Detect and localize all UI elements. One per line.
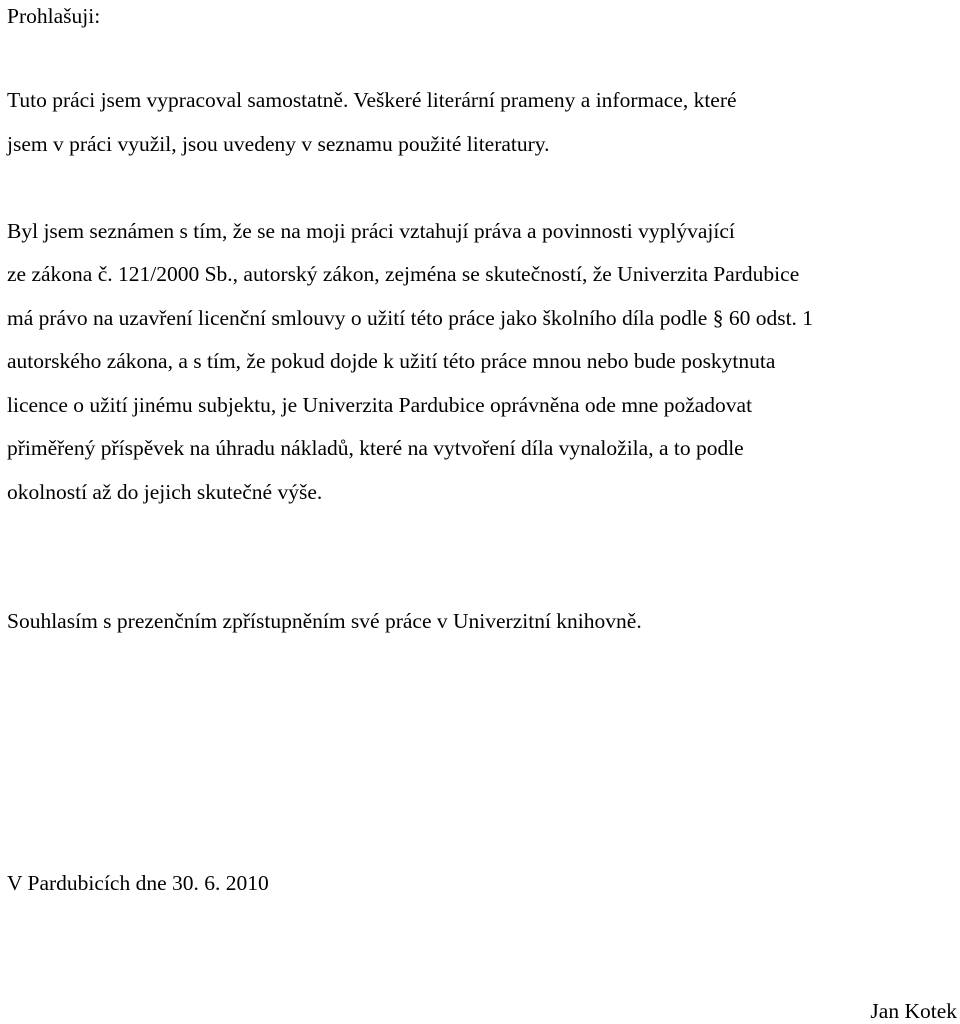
paragraph-line: má právo na uzavření licenční smlouvy o užití této práce jako školního díla podle § 60 odst. 1 bbox=[7, 306, 814, 330]
paragraph-line: autorského zákona, a s tím, že pokud dojde k užití této práce mnou nebo bude poskytnuta bbox=[7, 349, 776, 373]
paragraph-line: licence o užití jinému subjektu, je Univerzita Pardubice oprávněna ode mne požadovat bbox=[7, 393, 753, 417]
paragraph-line: ze zákona č. 121/2000 Sb., autorský zákon, zejména se skutečností, že Univerzita Pardubice bbox=[7, 262, 800, 286]
paragraph-library-consent: Souhlasím s prezenčním zpřístupněním své práce v Univerzitní knihovně. bbox=[7, 609, 642, 633]
paragraph-line: přiměřený příspěvek na úhradu nákladů, které na vytvoření díla vynaložila, a to podle bbox=[7, 436, 744, 460]
paragraph-line: Byl jsem seznámen s tím, že se na moji práci vztahují práva a povinnosti vyplývající bbox=[7, 219, 735, 243]
paragraph-line: Tuto práci jsem vypracoval samostatně. Veškeré literární prameny a informace, které bbox=[7, 88, 737, 112]
author-signature: Jan Kotek bbox=[870, 999, 957, 1023]
place-and-date: V Pardubicích dne 30. 6. 2010 bbox=[7, 871, 269, 895]
paragraph-line: okolností až do jejich skutečné výše. bbox=[7, 480, 323, 504]
paragraph-line: jsem v práci využil, jsou uvedeny v seznamu použité literatury. bbox=[7, 132, 550, 156]
declaration-heading: Prohlašuji: bbox=[7, 4, 101, 28]
